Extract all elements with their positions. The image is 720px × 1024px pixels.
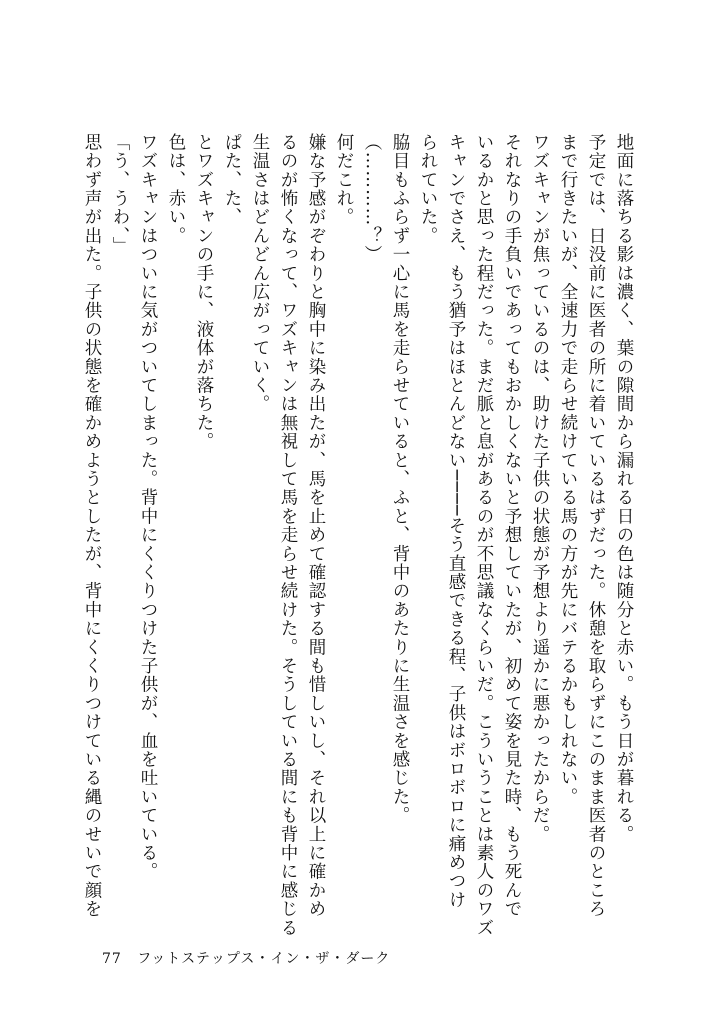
text-line: 「う、うわ、」	[110, 133, 130, 256]
text-line: とワズキャンの手に、液体が落ちた。	[194, 133, 214, 451]
text-line: 地面に落ちる影は濃く、葉の隙間から漏れる日の色は随分と赤い。もう日が暮れる。	[614, 133, 634, 844]
running-title: フットステップス・イン・ザ・ダーク	[137, 951, 391, 967]
text-line: ワズキャンが焦っているのは、助けた子供の状態が予想より遥かに悪かったからだ。	[530, 133, 550, 844]
text-line: いるかと思った程だった。まだ脈と息があるのが不思議なくらいだ。こういうことは素人のワズ	[474, 133, 494, 938]
text-line: られていた。	[418, 133, 438, 246]
text-line: 生温さはどんどん広がっていく。	[250, 133, 270, 414]
text-line: （…………？）	[362, 133, 382, 264]
text-line: 何だこれ。	[334, 133, 354, 227]
text-line: それなりの手負いであってもおかしくないと予想していたが、初めて姿を見た時、もう死んで	[502, 133, 522, 919]
text-line: 嫌な予感がぞわりと胸中に染み出たが、馬を止めて確認する間も惜しいし、それ以上に確かめ	[306, 133, 326, 919]
text-line: まで行きたいが、全速力で走らせ続けている馬の方が先にバテるかもしれない。	[558, 133, 578, 807]
text-line: キャンでさえ、もう猶予はほとんどない────そう直感できる程、子供はボロボロに痛めつけ	[446, 133, 466, 910]
text-line: ぱた、た、	[222, 133, 242, 227]
body-text	[82, 133, 638, 938]
page-number: 77	[102, 951, 122, 967]
text-line: 思わず声が出た。子供の状態を確かめようとしたが、背中にくくりつけている縄のせいで顔を	[82, 133, 102, 919]
text-line: 色は、赤い。	[166, 133, 186, 246]
text-line: ワズキャンはついに気がついてしまった。背中にくくりつけた子供が、血を吐いている。	[138, 133, 158, 881]
text-line: 脇目もふらず一心に馬を走らせていると、ふと、背中のあたりに生温さを感じた。	[390, 133, 410, 825]
page-footer	[102, 948, 390, 968]
text-line: 予定では、日没前に医者の所に着いているはずだった。休憩を取らずにこのまま医者のところ	[586, 133, 606, 919]
text-line: るのが怖くなって、ワズキャンは無視して馬を走らせ続けた。そうしている間にも背中に感じる	[278, 133, 298, 938]
